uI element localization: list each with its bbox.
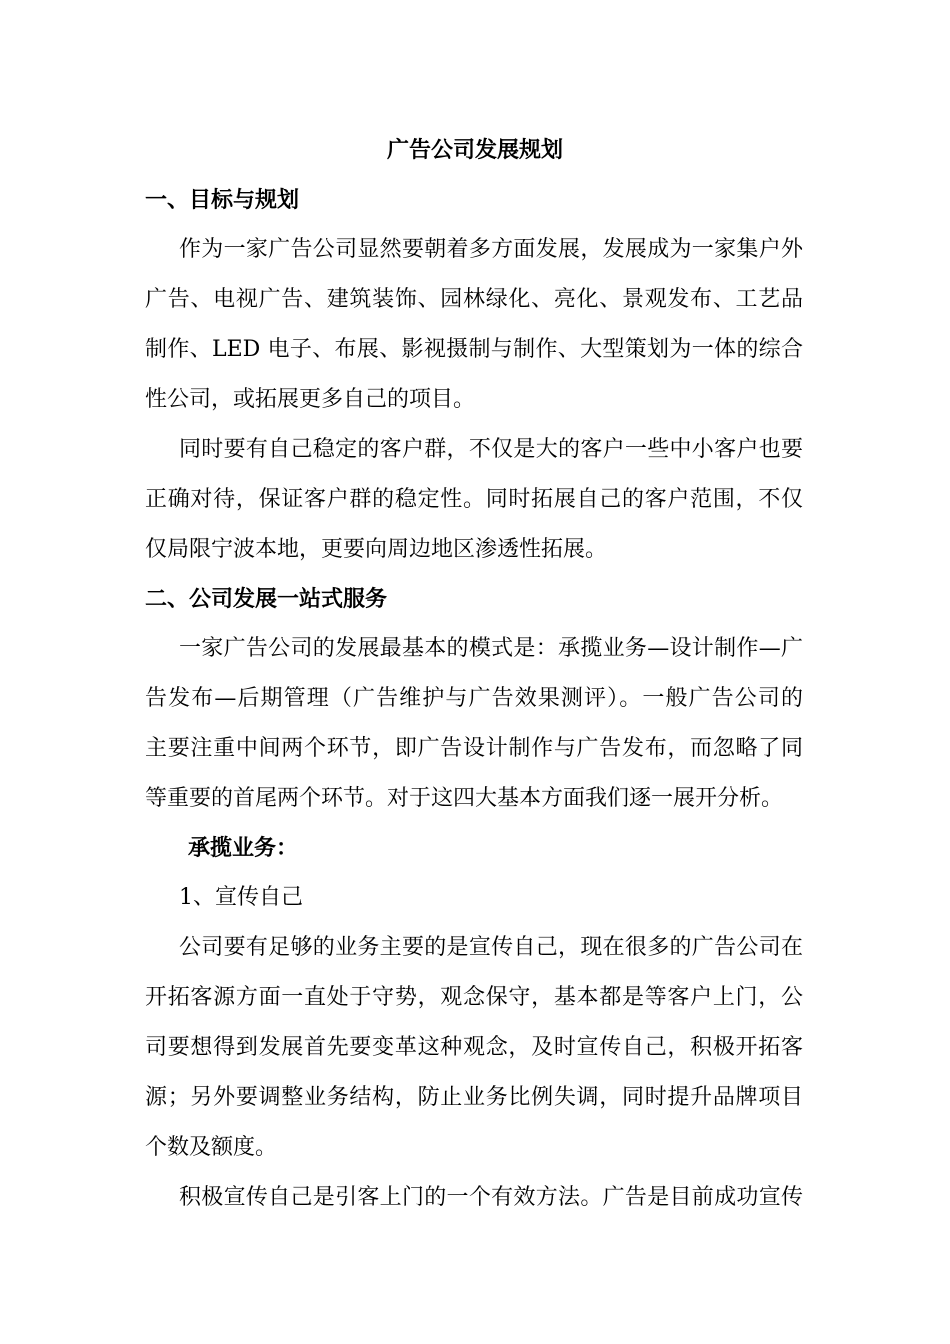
paragraph-line: 主要注重中间两个环节，即广告设计制作与广告发布，而忽略了同 [145, 736, 803, 761]
paragraph-line: 源；另外要调整业务结构，防止业务比例失调，同时提升品牌项目 [145, 1085, 803, 1110]
paragraph-line: 性公司，或拓展更多自己的项目。 [145, 387, 476, 412]
subheading-business: 承揽业务： [188, 836, 299, 861]
paragraph-line: 同时要有自己稳定的客户群，不仅是大的客户一些中小客户也要 [179, 437, 803, 462]
paragraph-line: 仅局限宁波本地，更要向周边地区渗透性拓展。 [145, 537, 608, 562]
paragraph-line: 告发布—后期管理（广告维护与广告效果测评）。一般广告公司的 [145, 686, 803, 711]
paragraph-line: 作为一家广告公司显然要朝着多方面发展，发展成为一家集户外 [179, 237, 803, 262]
paragraph-line: 开拓客源方面一直处于守势，观念保守，基本都是等客户上门，公 [145, 985, 803, 1010]
section-heading-one-stop-service: 二、公司发展一站式服务 [145, 587, 388, 612]
paragraph-line: 公司要有足够的业务主要的是宣传自己，现在很多的广告公司在 [179, 935, 803, 960]
list-item-promote-self: 1、宣传自己 [179, 885, 303, 910]
paragraph-line: 个数及额度。 [145, 1135, 278, 1160]
paragraph-line: 积极宣传自己是引客上门的一个有效方法。广告是目前成功宣传 [179, 1185, 803, 1210]
section-heading-goals: 一、目标与规划 [145, 188, 300, 213]
paragraph-line: 广告、电视广告、建筑装饰、园林绿化、亮化、景观发布、工艺品 [145, 287, 803, 312]
paragraph-line: 等重要的首尾两个环节。对于这四大基本方面我们逐一展开分析。 [145, 786, 784, 811]
paragraph-line: 制作、LED 电子、布展、影视摄制与制作、大型策划为一体的综合 [145, 337, 803, 362]
paragraph-line: 正确对待，保证客户群的稳定性。同时拓展自己的客户范围，不仅 [145, 487, 803, 512]
paragraph-line: 一家广告公司的发展最基本的模式是：承揽业务—设计制作—广 [179, 636, 803, 661]
paragraph-line: 司要想得到发展首先要变革这种观念，及时宣传自己，积极开拓客 [145, 1035, 803, 1060]
document-title: 广告公司发展规划 [386, 138, 563, 163]
